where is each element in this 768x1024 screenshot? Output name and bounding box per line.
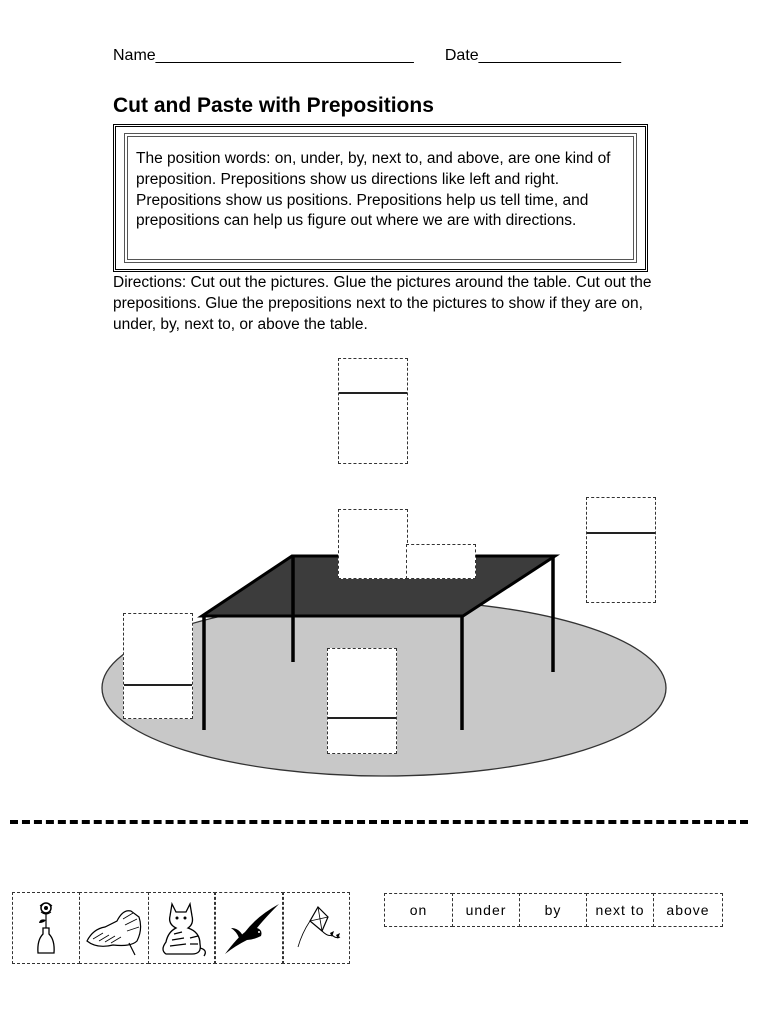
paste-box-next-to[interactable] xyxy=(123,613,193,719)
directions-text: Directions: Cut out the pictures. Glue the pictures around the table. Cut out the prepositions. Glue the prepositions next to the pictures to show if they are on, under, by, next to, or above the table. xyxy=(113,274,652,333)
kite-icon xyxy=(288,903,344,953)
paste-box-above[interactable] xyxy=(338,358,408,464)
paste-box-above-divider xyxy=(339,392,407,394)
picture-cutout-shoe[interactable] xyxy=(79,892,149,964)
cut-line xyxy=(10,820,748,824)
picture-cutout-bird[interactable] xyxy=(214,892,284,964)
page-title: Cut and Paste with Prepositions xyxy=(113,94,434,117)
word-cutout-above[interactable]: above xyxy=(653,893,723,927)
name-label: Name_____________________________ xyxy=(113,47,414,64)
paste-box-on-picture[interactable] xyxy=(338,509,408,579)
paste-box-on-word[interactable] xyxy=(406,544,476,579)
picture-cutout-kite[interactable] xyxy=(282,892,350,964)
word-cutout-under[interactable]: under xyxy=(452,893,520,927)
bird-icon xyxy=(217,898,281,958)
paste-box-by[interactable] xyxy=(586,497,656,603)
intro-text: The position words: on, under, by, next to, and above, are one kind of preposition. Prepositions show us directions like left and right. Prepositions show us positions. Prepositions help us tell time, and prepositions can help us figure out where we are with directions. xyxy=(136,150,611,230)
flower-vase-icon xyxy=(26,898,66,958)
paste-box-by-divider xyxy=(587,532,655,534)
word-cutout-by[interactable]: by xyxy=(519,893,587,927)
picture-cutout-cat[interactable] xyxy=(148,892,216,964)
picture-cutout-vase[interactable] xyxy=(12,892,80,964)
name-date-line xyxy=(113,47,621,65)
paste-box-under[interactable] xyxy=(327,648,397,754)
word-cutout-on[interactable]: on xyxy=(384,893,453,927)
date-label: Date________________ xyxy=(444,47,622,64)
paste-box-under-divider xyxy=(328,717,396,719)
paste-box-next-to-divider xyxy=(124,684,192,686)
word-cutout-next-to[interactable]: next to xyxy=(586,893,654,927)
tennis-shoe-icon xyxy=(83,899,145,957)
cat-icon xyxy=(156,898,208,958)
